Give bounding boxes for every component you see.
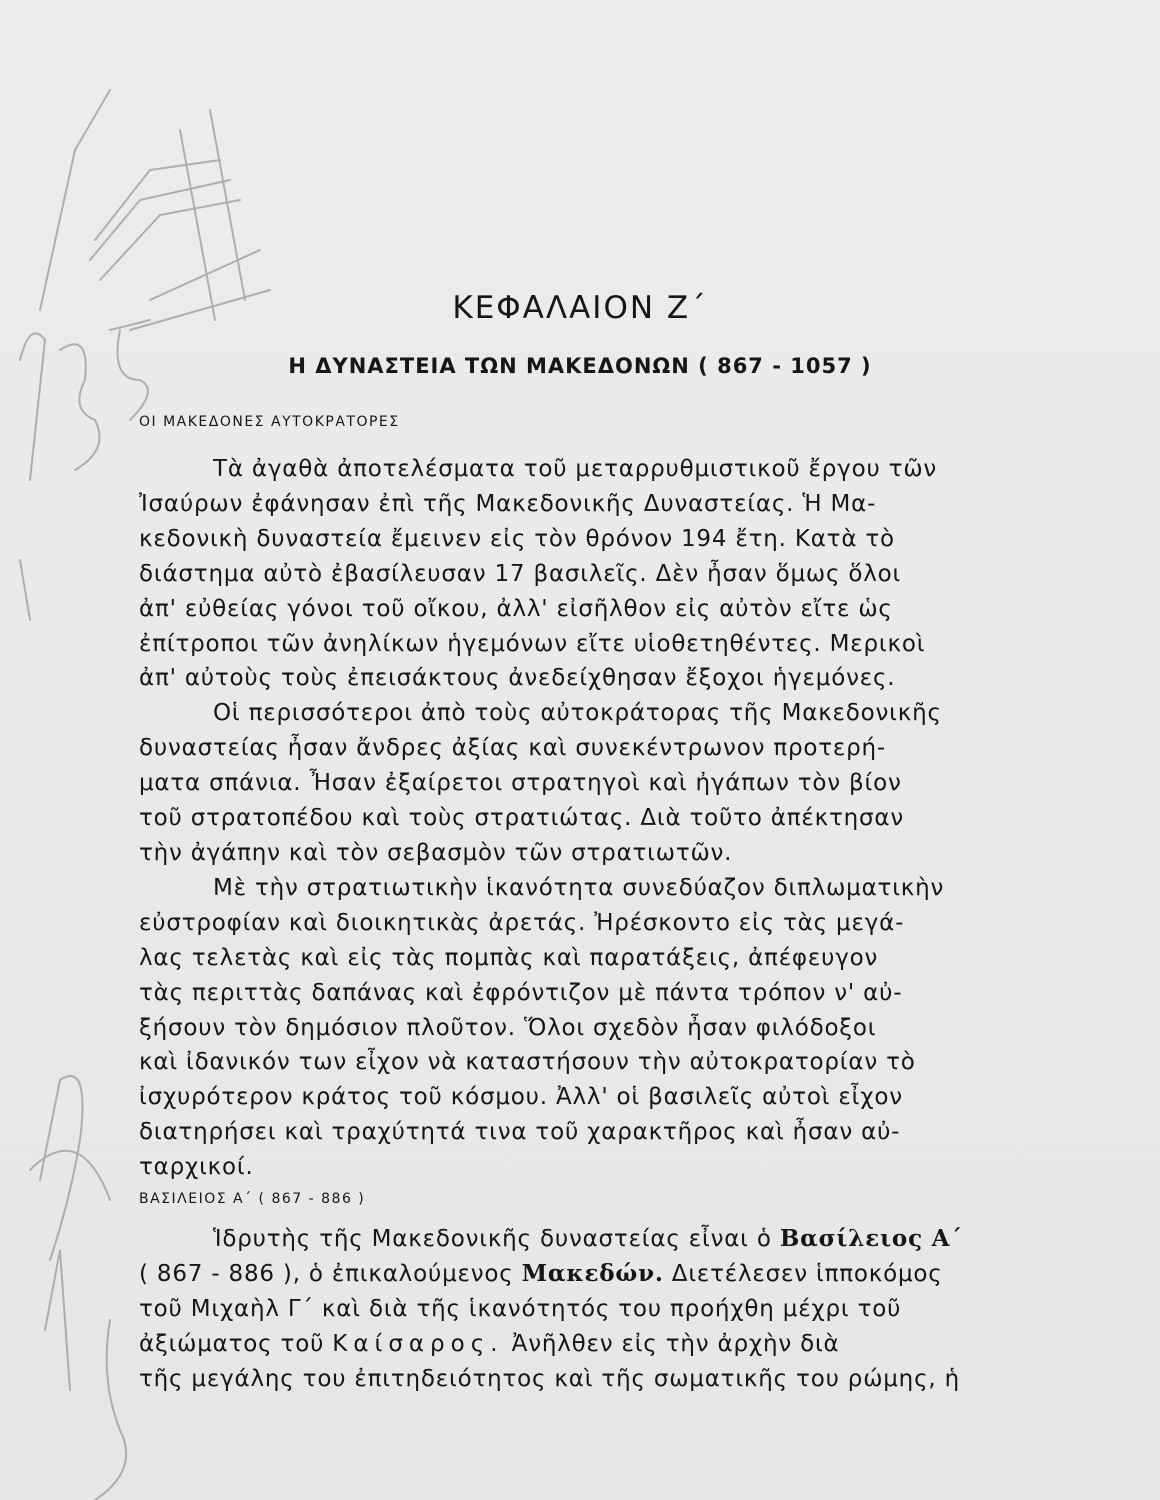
section-heading-macedonian-emperors: ΟΙ ΜΑΚΕΔΟΝΕΣ ΑΥΤΟΚΡΑΤΟΡΕΣ	[139, 414, 400, 430]
text-line: τὴν ἀγάπην καὶ τὸν σεβασμὸν τῶν στρατιωτῶν.	[139, 839, 733, 866]
text-line: τῆς μεγάλης του ἐπιτηδειότητος καὶ τῆς σωματικῆς του ρώμης, ἡ	[139, 1365, 960, 1392]
emphasis-makedon: Μακεδών.	[521, 1259, 664, 1287]
text-line: τοῦ στρατοπέδου καὶ τοὺς στρατιώτας. Διὰ τοῦτο ἀπέκτησαν	[139, 805, 904, 832]
paragraph-block-basil	[139, 1222, 1117, 1397]
text-line: ἐπίτροποι τῶν ἀνηλίκων ἡγεμόνων εἴτε υἱοθετηθέντες. Μερικοὶ	[139, 630, 926, 657]
text-line: Τὰ ἀγαθὰ ἀποτελέσματα τοῦ μεταρρυθμιστικοῦ ἔργου τῶν	[213, 456, 938, 482]
text-line: Ἰσαύρων ἐφάνησαν ἐπὶ τῆς Μακεδονικῆς Δυναστείας. Ἡ Μα-	[139, 490, 877, 517]
text-line: Οἱ περισσότεροι ἀπὸ τοὺς αὐτοκράτορας τῆς Μακεδονικῆς	[213, 700, 942, 727]
emphasis-basil: Βασίλειος Α΄	[779, 1225, 963, 1252]
text-line: ξήσουν τὸν δημόσιον πλοῦτον. Ὅλοι σχεδὸν ἦσαν φιλόδοξοι	[139, 1014, 877, 1041]
text-line: ἀπ' εὐθείας γόνοι τοῦ οἴκου, ἀλλ' εἰσῆλθον εἰς αὐτὸν εἴτε ὡς	[139, 595, 893, 622]
chapter-subtitle: Η ΔΥΝΑΣΤΕΙΑ ΤΩΝ ΜΑΚΕΔΟΝΩΝ ( 867 - 1057 )	[288, 354, 872, 378]
text-run: Ἱδρυτὴς τῆς Μακεδονικῆς δυναστείας εἶναι ὁ	[213, 1226, 780, 1252]
text-run: ( 867 - 886 ), ὁ ἐπικαλούμενος	[139, 1260, 522, 1287]
text-line: διάστημα αὐτὸ ἐβασίλευσαν 17 βασιλεῖς. Δὲν ἦσαν ὅμως ὅλοι	[139, 560, 902, 587]
text-run: Διετέλεσεν ἱπποκόμος	[663, 1260, 943, 1287]
text-run: Ἀνῆλθεν εἰς τὴν ἀρχὴν διὰ	[503, 1330, 840, 1357]
text-line: Μὲ τὴν στρατιωτικὴν ἱκανότητα συνεδύαζον διπλωματικὴν	[213, 874, 945, 901]
text-line: κεδονικὴ δυναστεία ἔμεινεν εἰς τὸν θρόνον 194 ἔτη. Κατὰ τὸ	[139, 525, 895, 552]
text-line: διατηρήσει καὶ τραχύτητά τινα τοῦ χαρακτῆρος καὶ ἦσαν αὐ-	[139, 1119, 901, 1146]
paragraph-block-emperors	[139, 452, 1117, 1185]
text-line: εὐστροφίαν καὶ διοικητικὰς ἀρετάς. Ἠρέσκοντο εἰς τὰς μεγά-	[139, 909, 905, 936]
text-line: ταρχικοί.	[139, 1154, 254, 1181]
text-run: ἀξιώματος τοῦ	[139, 1330, 333, 1357]
text-line: καὶ ἰδανικόν των εἶχον νὰ καταστήσουν τὴν αὐτοκρατορίαν τὸ	[139, 1049, 916, 1076]
text-line	[139, 1222, 1117, 1257]
text-line: τὰς περιττὰς δαπάνας καὶ ἐφρόντιζον μὲ πάντα τρόπον ν' αὐ-	[139, 979, 903, 1006]
text-line: ματα σπάνια. Ἦσαν ἐξαίρετοι στρατηγοὶ καὶ ἠγάπων τὸν βίον	[139, 770, 902, 797]
emphasis-kaisaros: Καίσαρος.	[332, 1330, 504, 1357]
text-line	[139, 1257, 1117, 1292]
text-line: ἰσχυρότερον κράτος τοῦ κόσμου. Ἀλλ' οἱ βασιλεῖς αὐτοὶ εἶχον	[139, 1084, 903, 1111]
text-line: δυναστείας ἦσαν ἄνδρες ἀξίας καὶ συνεκέντρωνον προτερή-	[139, 735, 887, 762]
text-line: λας τελετὰς καὶ εἰς τὰς πομπὰς καὶ παρατάξεις, ἀπέφευγον	[139, 944, 879, 971]
text-line: ἀπ' αὐτοὺς τοὺς ἐπεισάκτους ἀνεδείχθησαν ἔξοχοι ἡγεμόνες.	[139, 665, 896, 692]
section-heading-basil-i: ΒΑΣΙΛΕΙΟΣ Α΄ ( 867 - 886 )	[139, 1191, 366, 1207]
chapter-title: ΚΕΦΑΛΑΙΟΝ Ζ΄	[452, 290, 708, 326]
text-line	[139, 1327, 1117, 1362]
text-line: τοῦ Μιχαὴλ Γ΄ καὶ διὰ τῆς ἱκανότητός του προήχθη μέχρι τοῦ	[139, 1295, 902, 1322]
